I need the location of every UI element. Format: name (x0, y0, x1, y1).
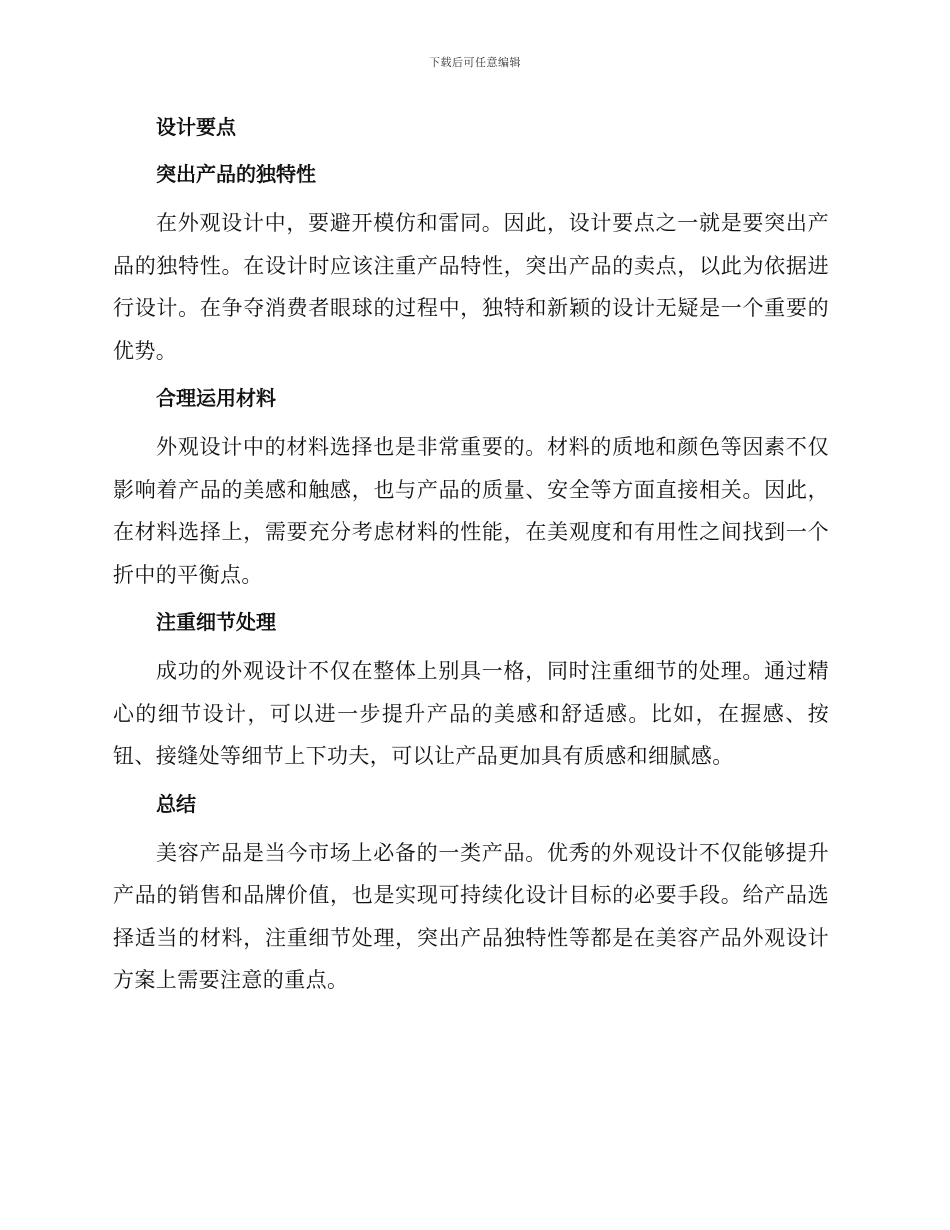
section-heading-materials: 合理运用材料 (156, 386, 276, 410)
paragraph-summary: 美容产品是当今市场上必备的一类产品。优秀的外观设计不仅能够提升产品的销售和品牌价值，也是实现可持续化设计目标的必要手段。给产品选择适当的材料，注重细节处理，突出产品独特性等都是在美容产品外观设计方案上需要注意的重点。 (113, 840, 829, 992)
section-heading-details: 注重细节处理 (156, 610, 276, 634)
paragraph-details: 成功的外观设计不仅在整体上别具一格，同时注重细节的处理。通过精心的细节设计，可以进一步提升产品的美感和舒适感。比如，在握感、按钮、接缝处等细节上下功夫，可以让产品更加具有质感和细腻感。 (113, 659, 829, 768)
section-heading-summary: 总结 (156, 791, 196, 816)
document-body (113, 108, 829, 1009)
paragraph-materials: 外观设计中的材料选择也是非常重要的。材料的质地和颜色等因素不仅影响着产品的美感和触感，也与产品的质量、安全等方面直接相关。因此，在材料选择上，需要充分考虑材料的性能，在美观度和有用性之间找到一个折中的平衡点。 (113, 435, 829, 587)
header-note: 下载后可任意编辑 (429, 56, 521, 69)
section-heading-uniqueness: 突出产品的独特性 (156, 162, 316, 186)
paragraph-uniqueness: 在外观设计中，要避开模仿和雷同。因此，设计要点之一就是要突出产品的独特性。在设计时应该注重产品特性，突出产品的卖点，以此为依据进行设计。在争夺消费者眼球的过程中，独特和新颖的设计无疑是一个重要的优势。 (113, 211, 829, 363)
section-heading-design-points: 设计要点 (156, 115, 236, 139)
